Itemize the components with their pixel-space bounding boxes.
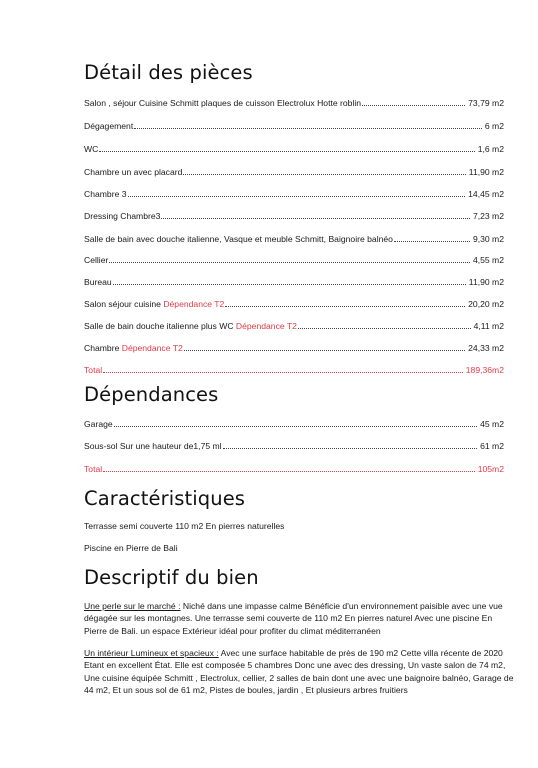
leader-dots — [298, 328, 471, 329]
leader-dots — [113, 284, 466, 285]
row-label-text: Dégagement — [84, 121, 134, 131]
leader-dots — [114, 426, 477, 427]
caracteristique-2: Piscine en Pierre de Bali — [84, 543, 178, 553]
room-row — [84, 320, 504, 332]
row-value: 73,79 m2 — [468, 98, 504, 108]
row-label-text: Chambre 3 — [84, 189, 127, 199]
leader-dots — [184, 350, 465, 351]
room-row — [84, 254, 504, 266]
room-row — [84, 188, 504, 200]
row-label-text: WC — [84, 144, 99, 154]
paragraph-2-title: Un intérieur Lumineux et spacieux : — [84, 648, 219, 658]
row-label — [84, 364, 102, 376]
dependance-row — [84, 418, 504, 430]
row-label — [84, 120, 133, 132]
row-label — [84, 418, 113, 430]
row-value: 14,45 m2 — [468, 189, 504, 199]
row-label-text: Cellier — [84, 255, 109, 265]
room-row — [84, 342, 504, 354]
descriptif-paragraph-2 — [84, 647, 514, 697]
row-label — [84, 320, 297, 332]
row-label — [84, 440, 222, 452]
row-value: 45 m2 — [480, 419, 504, 429]
row-value: 4,11 m2 — [473, 321, 504, 331]
descriptif-title: Descriptif du bien — [84, 566, 259, 589]
leader-dots — [223, 448, 477, 449]
row-label — [84, 233, 393, 245]
room-row — [84, 298, 504, 310]
room-row — [84, 276, 504, 288]
leader-dots — [362, 105, 465, 106]
rooms-total-row — [84, 364, 504, 376]
room-row — [84, 120, 504, 132]
row-label — [84, 298, 224, 310]
row-label-text: Salon séjour cuisine — [84, 299, 164, 309]
row-value: 7,23 m2 — [472, 211, 504, 221]
room-row — [84, 166, 504, 178]
detail-title: Détail des pièces — [84, 61, 253, 84]
row-label — [84, 97, 361, 109]
row-label-text: Salon , séjour Cuisine Schmitt plaques de cuisson Electrolux Hotte roblin — [84, 98, 362, 108]
paragraph-2-text: Avec une surface habitable de près de 190 m2 Cette villa récente de 2020 Etant en excellent État. Elle est composée 5 chambres Donc une avec des dressing, Un vaste salon de 74 m2, Une cuisine équipée Schmitt , Electrolux, cellier, 2 salles de bain dont une avec une baignoire balnéo, Garage de 44 m2, Et un sous sol de 61 m2, Pistes de boules, jardin , Et plusieurs arbres fruitiers — [84, 648, 514, 696]
paragraph-1-text: Niché dans une impasse calme Bénéficie d'un environnement paisible avec une vue dégagée sur les montagnes. Une terrasse semi couverte de 110 m2 En pierres naturel Avec une piscine En Pierre de Bali. un espace Extérieur idéal pour profiter du climat méditerranéen — [84, 601, 503, 636]
row-label-highlight: Dépendance T2 — [163, 299, 225, 309]
leader-dots — [183, 174, 466, 175]
row-label-text: Garage — [84, 419, 113, 429]
row-label — [84, 188, 127, 200]
row-value: 11,90 m2 — [468, 167, 504, 177]
row-label — [84, 463, 102, 475]
row-value: 9,30 m2 — [472, 234, 504, 244]
row-label-text: Salle de bain avec douche italienne, Vasque et meuble Schmitt, Baignoire balnéo — [84, 234, 393, 244]
row-label — [84, 210, 160, 222]
row-label-text: Dressing Chambre3 — [84, 211, 161, 221]
row-value: 1,6 m2 — [477, 144, 504, 154]
row-label-text: Bureau — [84, 277, 112, 287]
leader-dots — [128, 196, 465, 197]
row-label — [84, 166, 182, 178]
dependance-row — [84, 440, 504, 452]
room-row — [84, 210, 504, 222]
dependances-total-row — [84, 463, 504, 475]
row-label — [84, 143, 98, 155]
row-value: 189,36m2 — [465, 365, 504, 375]
leader-dots — [103, 471, 475, 472]
row-label-text: Total — [84, 365, 103, 375]
row-label-text: Chambre un avec placard — [84, 167, 183, 177]
row-value: 24,33 m2 — [468, 343, 504, 353]
leader-dots — [394, 241, 470, 242]
row-label-text: Sous-sol Sur une hauteur de1,75 ml — [84, 441, 222, 451]
row-label — [84, 254, 108, 266]
room-row — [84, 97, 504, 109]
row-label-text: Chambre — [84, 343, 122, 353]
caracteristiques-title: Caractéristiques — [84, 487, 246, 510]
room-row — [84, 143, 504, 155]
row-label-highlight: Dépendance T2 — [121, 343, 183, 353]
row-value: 61 m2 — [480, 441, 504, 451]
room-row — [84, 233, 504, 245]
row-value: 11,90 m2 — [468, 277, 504, 287]
row-label-text: Salle de bain douche italienne plus WC — [84, 321, 236, 331]
row-label-highlight: Dépendance T2 — [235, 321, 297, 331]
leader-dots — [161, 218, 470, 219]
leader-dots — [109, 262, 470, 263]
row-label — [84, 342, 183, 354]
row-value: 6 m2 — [484, 121, 504, 131]
dependances-title: Dépendances — [84, 383, 219, 406]
leader-dots — [103, 372, 463, 373]
leader-dots — [134, 128, 482, 129]
row-value: 20,20 m2 — [468, 299, 504, 309]
row-label — [84, 276, 112, 288]
leader-dots — [99, 151, 475, 152]
leader-dots — [225, 306, 465, 307]
paragraph-1-title: Une perle sur le marché : — [84, 601, 181, 611]
descriptif-paragraph-1 — [84, 600, 514, 637]
row-value: 105m2 — [477, 464, 504, 474]
caracteristique-1: Terrasse semi couverte 110 m2 En pierres naturelles — [84, 521, 285, 531]
row-value: 4,55 m2 — [472, 255, 504, 265]
row-label-text: Total — [84, 464, 103, 474]
